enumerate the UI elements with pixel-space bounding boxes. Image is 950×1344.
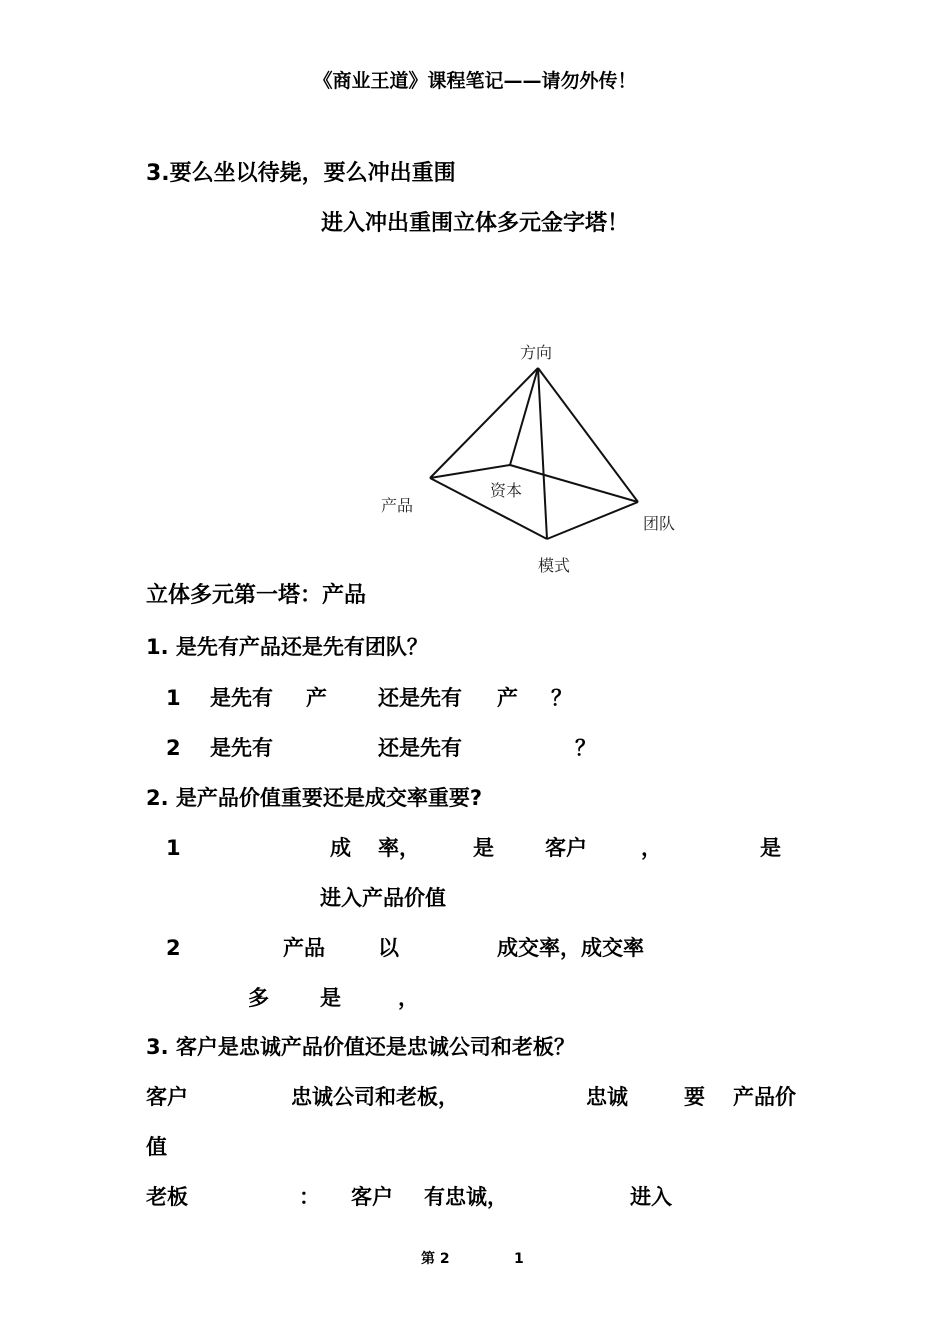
q1-line1-text: ？: [551, 686, 572, 710]
pyramid-label-apex: 方向: [520, 343, 553, 362]
pyramid-label-left: 产品: [381, 496, 414, 515]
q2-line1-text: 是: [760, 836, 781, 860]
q3-line1-text: 忠诚: [586, 1085, 628, 1109]
q3-line2-text: ：: [299, 1185, 320, 1209]
q2-line2-text: 成交率，成交率: [497, 936, 644, 960]
q2-line1-text: 客户: [545, 836, 587, 860]
question-2: 2. 是产品价值重要还是成交率重要?: [146, 786, 483, 810]
q2-line2-continuation: 多: [248, 986, 269, 1010]
q1-line1-text: 还是先有: [378, 686, 462, 710]
q3-line2-text: 进入: [630, 1185, 672, 1209]
q3-line2-text: 客户: [351, 1185, 393, 1209]
q2-line1-text: 率，: [378, 836, 420, 860]
pyramid-edge: [547, 502, 638, 539]
tower-heading: 立体多元第一塔：产品: [146, 583, 367, 608]
q2-line2-num: 2: [166, 936, 181, 960]
q3-line2-text: 有忠诚，: [424, 1185, 508, 1209]
section-heading: 3.要么坐以待毙，要么冲出重围: [146, 161, 456, 186]
q2-line2-text: 以: [378, 936, 399, 960]
q2-line1-text: ，: [641, 836, 662, 860]
pyramid-label-right: 团队: [643, 514, 676, 533]
q3-line1-continuation: 值: [146, 1135, 167, 1159]
q3-line2-text: 老板: [146, 1185, 188, 1209]
question-1: 1. 是先有产品还是先有团队？: [146, 635, 428, 659]
question-3: 3. 客户是忠诚产品价值还是忠诚公司和老板？: [146, 1035, 575, 1059]
q2-line1-num: 1: [166, 836, 181, 860]
q1-line1-text: 产: [497, 686, 518, 710]
q2-line2-continuation: ，: [398, 986, 419, 1010]
q2-line1-text: 是: [473, 836, 494, 860]
section-subtitle: 进入冲出重围立体多元金字塔！: [320, 211, 629, 236]
page-number-suffix: 1: [514, 1251, 524, 1267]
q3-line1-text: 产品价: [733, 1085, 796, 1109]
q1-line1-text: 是先有: [210, 686, 273, 710]
q1-line2-text: 是先有: [210, 736, 273, 760]
pyramid-label-bottom: 模式: [538, 556, 571, 575]
q3-line1-text: 客户: [146, 1085, 188, 1109]
pyramid-edge: [510, 465, 638, 502]
pyramid-edge: [430, 478, 547, 539]
q2-line2-text: 产品: [283, 936, 325, 960]
pyramid-label-center: 资本: [490, 481, 523, 500]
pyramid-edge: [538, 368, 547, 539]
q2-line1-continuation: 进入产品价值: [320, 886, 446, 910]
page-number-prefix: 第 2: [421, 1251, 450, 1267]
q1-line1-num: 1: [166, 686, 181, 710]
q1-line2-text: 还是先有: [378, 736, 462, 760]
q1-line1-text: 产: [306, 686, 327, 710]
document-header-title: 《商业王道》课程笔记——请勿外传！: [313, 70, 637, 92]
q1-line2-text: ？: [575, 736, 596, 760]
q1-line2-num: 2: [166, 736, 181, 760]
q3-line1-text: 要: [684, 1085, 705, 1109]
pyramid-edge: [538, 368, 638, 502]
q2-line1-text: 成: [330, 836, 351, 860]
q2-line2-continuation: 是: [320, 986, 341, 1010]
pyramid-diagram: [360, 330, 720, 590]
q3-line1-text: 忠诚公司和老板，: [291, 1085, 459, 1109]
